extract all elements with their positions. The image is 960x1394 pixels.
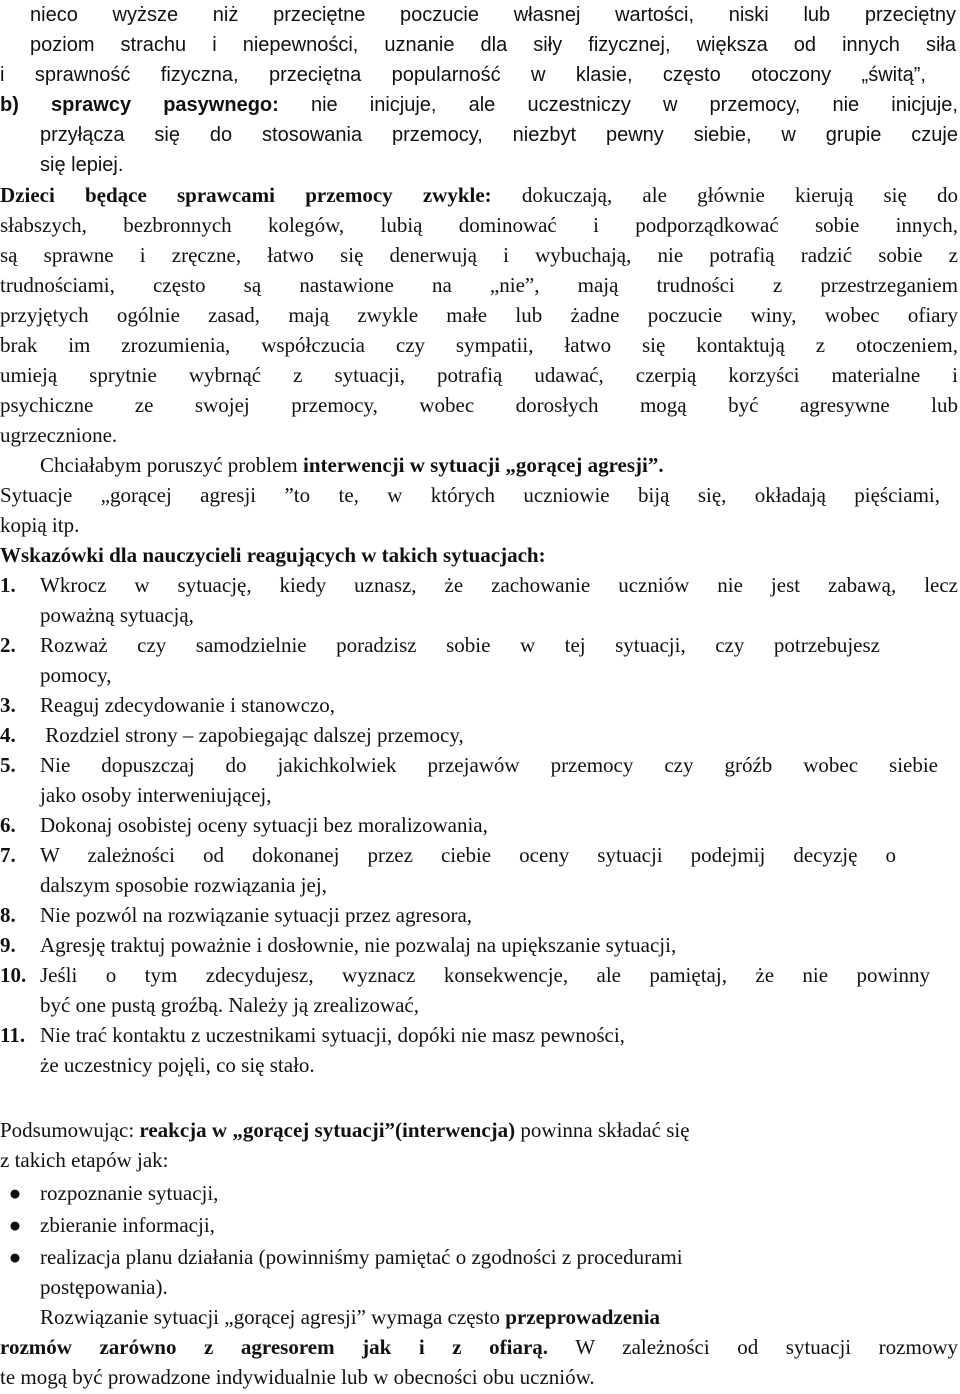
bold-term: interwencji w sytuacji „gorącej agresji”. — [303, 453, 664, 477]
item-text: Jeśli o tym zdecydujesz, wyznacz konsekwencje, ale pamiętaj, że nie powinny — [40, 963, 930, 987]
bullet-item — [0, 1178, 958, 1208]
list-item-continuation: że uczestnicy pojęli, co się stało. — [40, 1053, 315, 1077]
text-line: się lepiej. — [40, 154, 124, 176]
item-text: rozpoznanie sytuacji, — [40, 1181, 219, 1205]
item-number: 2. — [0, 633, 16, 657]
item-text: Rozdziel strony – zapobiegając dalszej przemocy, — [40, 723, 464, 747]
list-item — [0, 840, 896, 870]
item-number: 1. — [0, 573, 16, 597]
item-number: 7. — [0, 843, 16, 867]
text-span: powinna składać się — [515, 1118, 690, 1142]
text-line: kopią itp. — [0, 513, 80, 537]
text-line: trudnościami, często są nastawione na „nie”, mają trudności z przestrzeganiem — [0, 273, 958, 297]
text-line: poziom strachu i niepewności, uznanie dla siły fizycznej, większa od innych siła — [30, 34, 956, 56]
item-number: 4. — [0, 723, 16, 747]
list-item — [0, 750, 938, 780]
item-text: Nie pozwól na rozwiązanie sytuacji przez agresora, — [40, 903, 473, 927]
list-item — [0, 720, 958, 750]
bold-term: rozmów zarówno z agresorem jak i z ofiarą. — [0, 1335, 549, 1359]
item-text: Nie dopuszczaj do jakichkolwiek przejawów przemocy czy gróźb wobec siebie — [40, 753, 938, 777]
list-item-continuation: jako osoby interweniującej, — [40, 783, 272, 807]
text-span: Rozwiązanie sytuacji „gorącej agresji” wymaga często — [40, 1305, 506, 1329]
item-number: 5. — [0, 753, 16, 777]
text-span: W zależności od sytuacji rozmowy — [548, 1335, 958, 1359]
list-item — [0, 930, 958, 960]
text-line: i sprawność fizyczna, przeciętna popularność w klasie, często otoczony „świtą”, — [0, 64, 926, 86]
text-line: nieco wyższe niż przeciętne poczucie własnej wartości, niski lub przeciętny — [30, 4, 956, 26]
item-number: 3. — [0, 693, 16, 717]
bold-term: Dzieci będące sprawcami przemocy zwykle: — [0, 183, 492, 207]
bullet-item — [0, 1210, 958, 1240]
bullet-item — [0, 1242, 958, 1272]
text-line — [40, 450, 920, 480]
item-number: 8. — [0, 903, 16, 927]
item-text: Nie trać kontaktu z uczestnikami sytuacji, dopóki nie masz pewności, — [40, 1023, 625, 1047]
text-line: są sprawne i zręczne, łatwo się denerwują i wybuchają, nie potrafią radzić sobie z — [0, 243, 958, 267]
text-line: z takich etapów jak: — [0, 1148, 169, 1172]
list-item-continuation: pomocy, — [40, 663, 112, 687]
item-text: W zależności od dokonanej przez ciebie oceny sytuacji podejmij decyzję o — [40, 843, 896, 867]
list-item — [0, 570, 958, 600]
item-number: 6. — [0, 813, 16, 837]
text-line: przyjętych ogólnie zasad, mają zwykle małe lub żadne poczucie winy, wobec ofiary — [0, 303, 958, 327]
item-text: zbieranie informacji, — [40, 1213, 215, 1237]
list-item — [0, 1020, 958, 1050]
bullet-icon: ● — [8, 1245, 22, 1269]
bold-term: reakcja w „gorącej sytuacji”(interwencja) — [139, 1118, 516, 1142]
text-line — [0, 90, 958, 120]
list-item-continuation: być one pustą groźbą. Należy ją zrealizować, — [40, 993, 419, 1017]
list-item-continuation: dalszym sposobie rozwiązania jej, — [40, 873, 327, 897]
section-heading: Wskazówki dla nauczycieli reagujących w takich sytuacjach: — [0, 543, 546, 567]
list-item-continuation: poważną sytuacją, — [40, 603, 194, 627]
text-line: przyłącza się do stosowania przemocy, niezbyt pewny siebie, w grupie czuje — [40, 124, 958, 146]
item-text: Reaguj zdecydowanie i stanowczo, — [40, 693, 336, 717]
text-line: umieją sprytnie wybrnąć z sytuacji, potrafią udawać, czerpią korzyści materialne i — [0, 363, 958, 387]
item-text: Agresję traktuj poważnie i dosłownie, nie pozwalaj na upiększanie sytuacji, — [40, 933, 677, 957]
text-line — [0, 1115, 958, 1145]
item-text: Wkrocz w sytuację, kiedy uznasz, że zachowanie uczniów nie jest zabawą, lecz — [40, 573, 958, 597]
item-number: 9. — [0, 933, 16, 957]
list-item — [0, 630, 880, 660]
text-line — [0, 180, 958, 210]
item-number: 11. — [0, 1023, 26, 1047]
text-line: ugrzecznione. — [0, 423, 118, 447]
text-line: psychiczne ze swojej przemocy, wobec dorosłych mogą być agresywne lub — [0, 393, 958, 417]
item-number: 10. — [0, 963, 27, 987]
item-text: realizacja planu działania (powinniśmy pamiętać o zgodności z procedurami — [40, 1245, 683, 1269]
text-span: dokuczają, ale głównie kierują się do — [491, 183, 958, 207]
bullet-icon: ● — [8, 1181, 22, 1205]
text-line — [0, 1332, 958, 1362]
bullet-icon: ● — [8, 1213, 22, 1237]
text-span: nie inicjuje, ale uczestniczy w przemocy, nie inicjuje, — [278, 94, 958, 116]
text-line: Sytuacje „gorącej agresji ”to te, w których uczniowie biją się, okładają pięściami, — [0, 483, 940, 507]
text-line: te mogą być prowadzone indywidualnie lub w obecności obu uczniów. — [0, 1365, 595, 1389]
list-item — [0, 960, 930, 990]
text-span: Chciałabym poruszyć problem — [40, 453, 304, 477]
item-text: Dokonaj osobistej oceny sytuacji bez moralizowania, — [40, 813, 488, 837]
text-span: Podsumowując: — [0, 1118, 140, 1142]
text-line: słabszych, bezbronnych kolegów, lubią dominować i podporządkować sobie innych, — [0, 213, 958, 237]
list-item — [0, 810, 958, 840]
item-text: Rozważ czy samodzielnie poradzisz sobie w tej sytuacji, czy potrzebujesz — [40, 633, 880, 657]
bold-term: przeprowadzenia — [505, 1305, 661, 1329]
list-item-continuation: postępowania). — [40, 1275, 168, 1299]
text-line — [40, 1302, 940, 1332]
list-item — [0, 900, 958, 930]
bold-term: b) sprawcy pasywnego: — [0, 94, 279, 116]
text-line: brak im zrozumienia, współczucia czy sympatii, łatwo się kontaktują z otoczeniem, — [0, 333, 958, 357]
list-item — [0, 690, 958, 720]
